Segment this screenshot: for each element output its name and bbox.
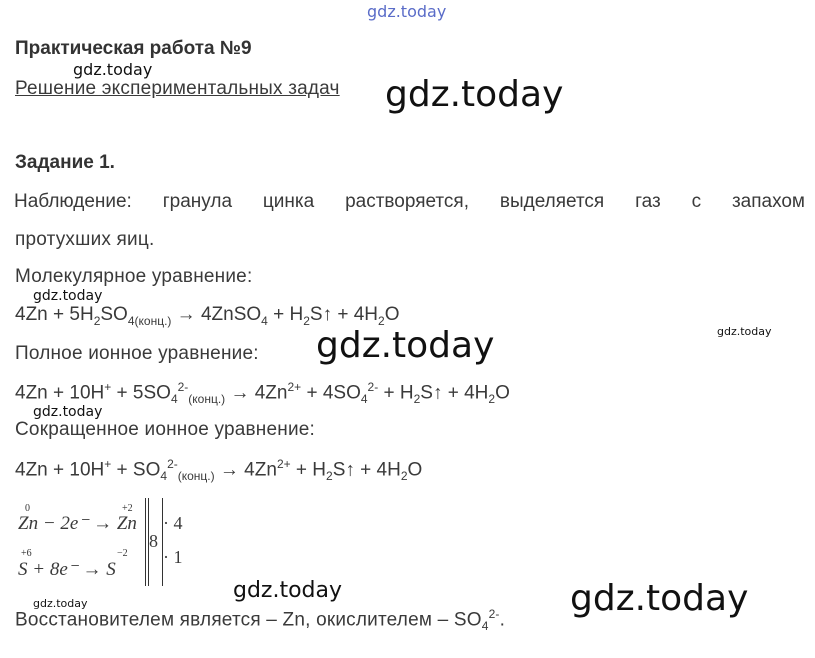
conclusion-text: Восстановителем является – Zn, окислителем – SO: [15, 609, 482, 631]
page-title: Практическая работа №9: [15, 38, 252, 59]
balance-lcm: 8: [149, 531, 158, 551]
watermark-top: gdz.today: [367, 2, 447, 21]
conclusion-end: .: [499, 609, 506, 631]
s-half-reaction: S + 8e⁻ → S: [18, 559, 116, 580]
balance-bar: [145, 498, 146, 586]
watermark: gdz.today: [385, 74, 564, 115]
conc-label: (конц.): [177, 469, 215, 484]
watermark: gdz.today: [316, 325, 495, 366]
task-heading: Задание 1.: [15, 152, 115, 173]
watermark: gdz.today: [717, 325, 772, 338]
watermark: gdz.today: [33, 288, 103, 304]
watermark: gdz.today: [570, 578, 749, 619]
page-subtitle: Решение экспериментальных задач: [15, 78, 340, 99]
conclusion: [15, 607, 505, 633]
short-ionic-equation: $4Zn + 10H^+ + SO_4^{2-}_{(конц.)} \to 4Zn^{2+}$ + $H_2S↑ + 4H_2O$: [15, 457, 423, 484]
watermark: gdz.today: [33, 597, 88, 610]
molecular-label: Молекулярное уравнение:: [15, 266, 253, 287]
oxidation-number: +6: [21, 548, 32, 559]
oxidation-number: −2: [117, 548, 128, 559]
molecular-equation: $4Zn + 5H_2SO_{4(конц.)}$ → 4ZnSO$_4$ + $H_2S↑ + 4H_2O$: [15, 304, 400, 328]
conc-label: (конц.): [188, 392, 226, 407]
observation-line-1: Наблюдение: гранула цинка растворяется, выделяется газ с запахом: [14, 191, 805, 212]
full-ionic-label: Полное ионное уравнение:: [15, 343, 259, 364]
balance-coefficient: · 4: [163, 513, 183, 533]
conclusion-superscript: 2-: [488, 607, 500, 621]
oxidation-number: +2: [122, 503, 133, 514]
full-ionic-equation: $4Zn + 10H^+ + 5SO_4^{2-}_{(конц.)} \to 4Zn^{2+} + 4SO_4^{2-}$ + $H_2S↑ + 4H_2O$: [15, 380, 510, 407]
balance-bar: [162, 498, 163, 586]
conclusion-subscript: 4: [481, 619, 489, 634]
watermark: gdz.today: [73, 60, 153, 79]
conc-label: (конц.): [134, 313, 172, 328]
watermark: gdz.today: [33, 404, 103, 420]
watermark: gdz.today: [233, 578, 343, 603]
short-ionic-label: Сокращенное ионное уравнение:: [15, 419, 316, 440]
balance-coefficient: · 1: [163, 547, 183, 567]
observation-line-2: протухших яиц.: [15, 229, 155, 250]
oxidation-number: 0: [25, 503, 30, 514]
zn-half-reaction: Zn − 2e⁻ → Zn: [18, 513, 137, 534]
